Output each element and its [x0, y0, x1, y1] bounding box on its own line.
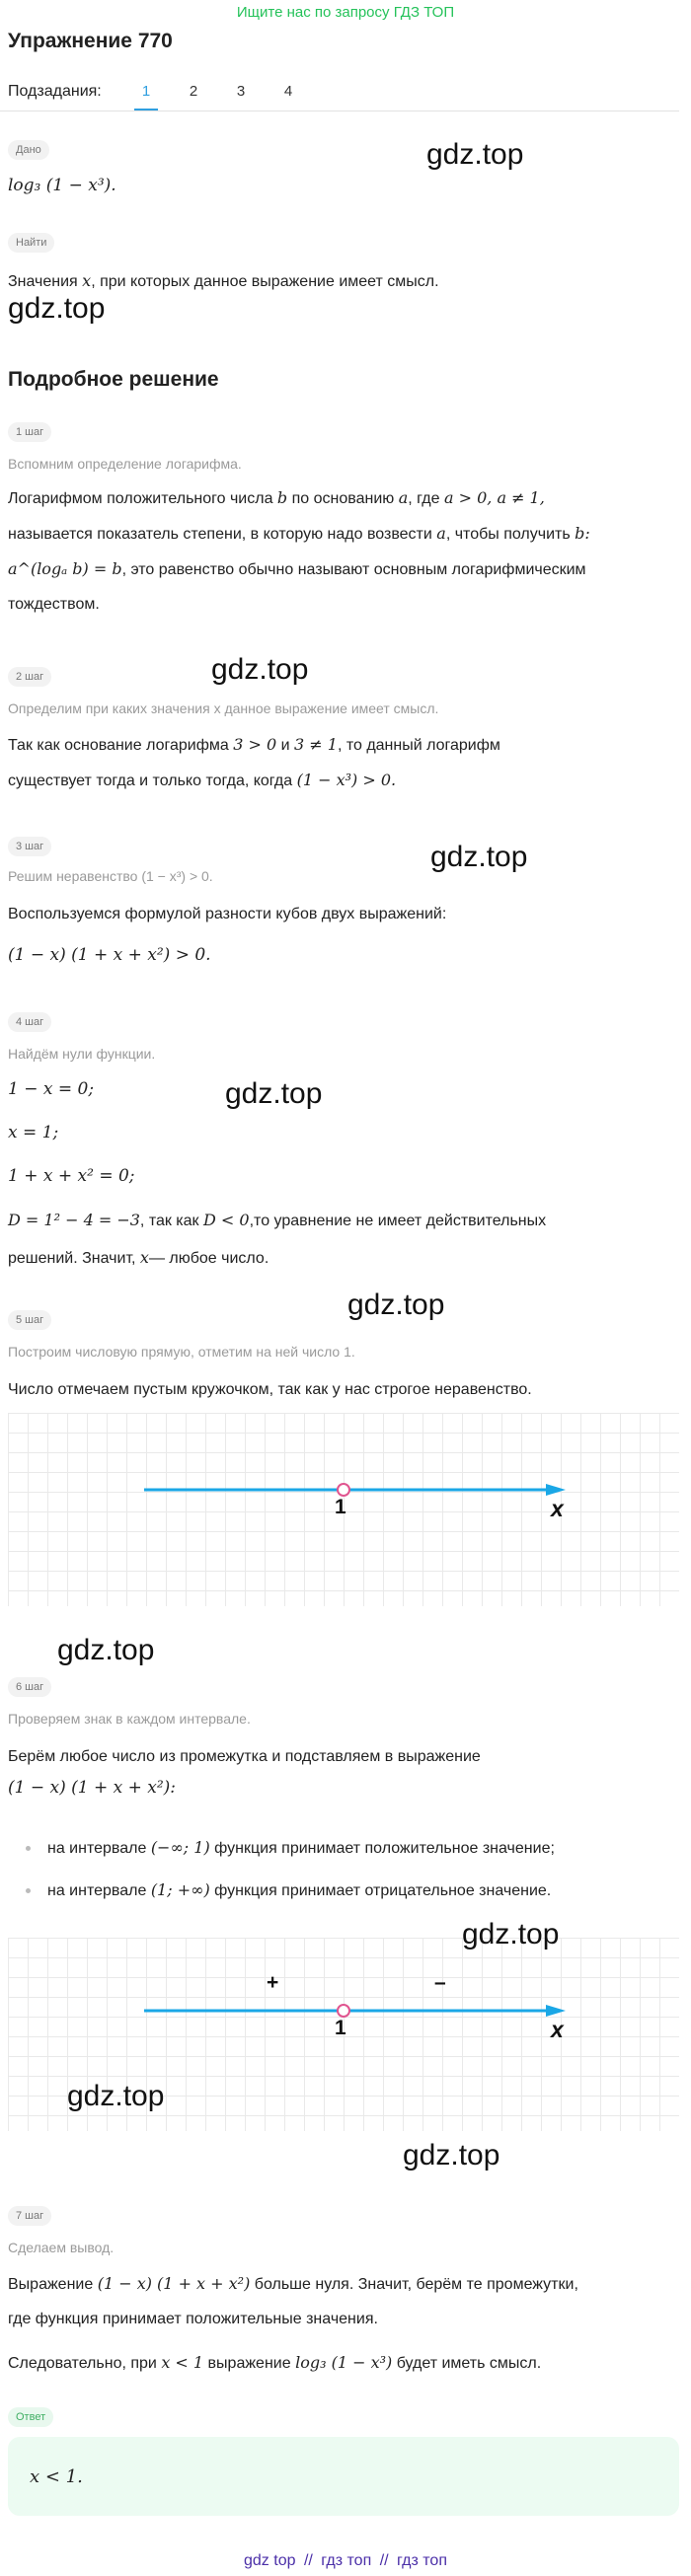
step-1-line-3: [8, 558, 586, 581]
step-1-line-4: тождеством.: [8, 596, 100, 613]
step-7-line-1: [8, 2273, 578, 2296]
step-6-bullet-2: [47, 1879, 551, 1902]
text: на интервале: [47, 1840, 147, 1857]
bullet-dot: [26, 1846, 31, 1851]
find-text-suffix: , при которых данное выражение имеет смысл.: [91, 273, 439, 290]
find-pill: Найти: [8, 233, 54, 253]
step-2-line-1: [8, 734, 500, 757]
text: решений. Значит,: [8, 1250, 136, 1267]
watermark: gdz.top: [211, 653, 309, 686]
math: 3 > 0: [233, 735, 277, 754]
step-7-pill: 7 шаг: [8, 2206, 51, 2226]
tab-subtask-4[interactable]: 4: [283, 83, 293, 100]
step-5-pill: 5 шаг: [8, 1310, 51, 1330]
answer-pill: Ответ: [8, 2407, 53, 2427]
watermark: gdz.top: [67, 2080, 165, 2112]
tab-subtask-2[interactable]: 2: [189, 83, 198, 100]
text: , чтобы получить: [445, 526, 571, 543]
watermark: gdz.top: [462, 1918, 560, 1950]
math: x < 1: [161, 2353, 204, 2372]
step-4-hint: Найдём нули функции.: [8, 1046, 156, 1062]
step-4-eq-3: 1 + x + x² = 0;: [8, 1166, 135, 1186]
open-point-marker: [338, 1484, 349, 1496]
watermark: gdz.top: [347, 1288, 445, 1321]
step-3-line-2: (1 − x) (1 + x + x²) > 0.: [8, 945, 211, 965]
watermark: gdz.top: [8, 292, 106, 325]
step-6-line-1: Берём любое число из промежутка и подставляем в выражение: [8, 1748, 481, 1765]
sign-plus: +: [267, 1971, 279, 1994]
text: Следовательно, при: [8, 2355, 157, 2372]
step-6-bullet-1: [47, 1837, 555, 1860]
text: Так как основание логарифма: [8, 737, 229, 754]
step-4-eq-2: x = 1;: [8, 1123, 59, 1142]
interval: (1; +∞): [150, 1880, 210, 1899]
watermark: gdz.top: [403, 2139, 500, 2171]
axis-label: x: [551, 1496, 564, 1521]
search-banner[interactable]: Ищите нас по запросу ГДЗ ТОП: [236, 4, 455, 21]
point-label: 1: [335, 2017, 346, 2039]
math-var: a: [436, 524, 446, 543]
arrow-head-icon: [546, 2005, 566, 2017]
step-6-hint: Проверяем знак в каждом интервале.: [8, 1711, 251, 1727]
text: называется показатель степени, в которую надо возвести: [8, 526, 432, 543]
text: функция принимает отрицательное значение.: [214, 1882, 552, 1899]
step-4-eq-1: 1 − x = 0;: [8, 1079, 95, 1099]
given-pill: Дано: [8, 140, 49, 160]
step-3-line-1: Воспользуемся формулой разности кубов двух выражений:: [8, 906, 447, 922]
text: , где: [408, 490, 440, 507]
step-2-pill: 2 шаг: [8, 667, 51, 687]
step-7-line-3: [8, 2352, 541, 2375]
text: больше нуля. Значит, берём те промежутки,: [254, 2276, 578, 2293]
axis-label: x: [551, 2017, 564, 2042]
step-4-pill: 4 шаг: [8, 1012, 51, 1032]
text: , так как: [139, 1213, 199, 1229]
text: функция принимает положительное значение;: [214, 1840, 555, 1857]
footer-link-1[interactable]: gdz top: [244, 2552, 296, 2569]
footer-link-2[interactable]: гдз топ: [321, 2552, 372, 2569]
text: выражение: [207, 2355, 291, 2372]
sign-minus: –: [434, 1971, 446, 1994]
step-3-hint: Решим неравенство (1 − x³) > 0.: [8, 868, 213, 884]
math: (1 − x) (1 + x + x²): [97, 2274, 251, 2293]
discriminant: D = 1² − 4 = −3: [8, 1211, 140, 1229]
text: по основанию: [291, 490, 395, 507]
math-condition: (1 − x³) > 0.: [296, 771, 397, 789]
math-var: b:: [575, 524, 590, 543]
text: Логарифмом положительного числа: [8, 490, 273, 507]
footer-link-3[interactable]: гдз топ: [397, 2552, 447, 2569]
text: , это равенство обычно называют основным логарифмическим: [121, 561, 586, 578]
step-3-pill: 3 шаг: [8, 837, 51, 856]
find-text-prefix: Значения: [8, 273, 78, 290]
step-7-hint: Сделаем вывод.: [8, 2240, 115, 2255]
open-point-marker: [338, 2005, 349, 2017]
step-1-hint: Вспомним определение логарифма.: [8, 456, 242, 472]
find-text: [8, 270, 439, 293]
text: — любое число.: [148, 1250, 269, 1267]
subtasks-label: Подзадания:: [8, 83, 102, 100]
tabs-divider: [0, 110, 679, 111]
step-2-hint: Определим при каких значения x данное выражение имеет смысл.: [8, 700, 439, 716]
footer-separator: //: [303, 2552, 313, 2569]
step-2-line-2: [8, 770, 396, 792]
page-title: Упражнение 770: [8, 30, 173, 52]
text: существует тогда и только тогда, когда: [8, 773, 293, 789]
find-var: x: [82, 271, 92, 290]
math: log₃ (1 − x³): [295, 2353, 393, 2372]
text: Выражение: [8, 2276, 94, 2293]
answer-box: [8, 2437, 679, 2516]
footer-links: [0, 2552, 691, 2570]
answer-value: x < 1.: [30, 2466, 83, 2487]
text: ,то уравнение не имеет действительных: [249, 1213, 547, 1229]
math: 3 ≠ 1: [294, 735, 338, 754]
number-line-graph-1: [8, 1413, 679, 1606]
text: на интервале: [47, 1882, 147, 1899]
log-identity: a^(logₐ b) = b: [8, 559, 122, 578]
point-label: 1: [335, 1496, 346, 1518]
step-6-line-2: (1 − x) (1 + x + x²):: [8, 1778, 177, 1798]
step-1-line-1: [8, 487, 545, 510]
step-7-line-2: где функция принимает положительные значения.: [8, 2311, 378, 2327]
watermark: gdz.top: [57, 1634, 155, 1666]
interval: (−∞; 1): [150, 1838, 210, 1857]
text: будет иметь смысл.: [396, 2355, 542, 2372]
step-4-line-5: [8, 1247, 269, 1270]
step-1-line-2: [8, 523, 590, 546]
math-var: b: [276, 488, 288, 507]
watermark: gdz.top: [426, 138, 524, 171]
watermark: gdz.top: [430, 841, 528, 873]
step-5-hint: Построим числовую прямую, отметим на ней число 1.: [8, 1344, 355, 1360]
bullet-dot: [26, 1888, 31, 1893]
math-var: x: [139, 1248, 149, 1267]
step-1-pill: 1 шаг: [8, 422, 51, 442]
step-4-line-4: [8, 1210, 546, 1232]
watermark: gdz.top: [225, 1077, 323, 1110]
tab-subtask-3[interactable]: 3: [236, 83, 246, 100]
step-5-line-1: Число отмечаем пустым кружочком, так как у нас строгое неравенство.: [8, 1381, 532, 1398]
math-condition: a > 0, a ≠ 1,: [443, 488, 545, 507]
arrow-head-icon: [546, 1484, 566, 1496]
tab-subtask-1[interactable]: 1: [141, 83, 151, 100]
math-var: a: [398, 488, 409, 507]
text: , то данный логарифм: [337, 737, 500, 754]
solution-title: Подробное решение: [8, 368, 219, 391]
given-expression: log₃ (1 − x³).: [8, 176, 116, 195]
footer-separator: //: [379, 2552, 389, 2569]
text: и: [280, 737, 290, 754]
step-6-pill: 6 шаг: [8, 1677, 51, 1697]
math: D < 0: [203, 1211, 250, 1229]
